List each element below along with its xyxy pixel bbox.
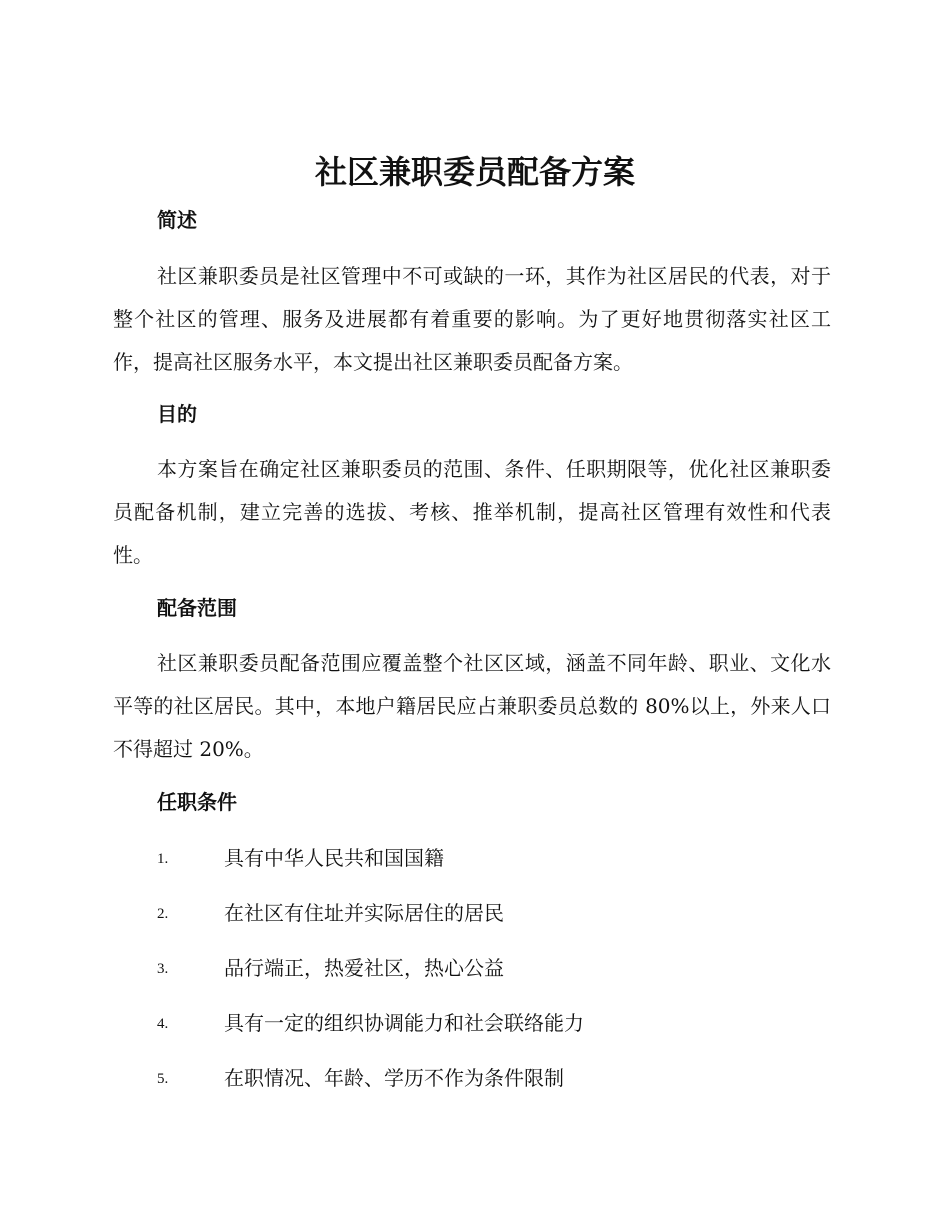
- list-item-text: 在职情况、年龄、学历不作为条件限制: [224, 1066, 564, 1090]
- section-paragraph-scope: 社区兼职委员配备范围应覆盖整个社区区域，涵盖不同年龄、职业、文化水平等的社区居民。其中，本地户籍居民应占兼职委员总数的 80%以上，外来人口不得超过 20%。: [113, 651, 831, 761]
- section-heading-overview: 简述: [157, 208, 197, 232]
- list-item-text: 具有中华人民共和国国籍: [224, 846, 444, 870]
- section-heading-purpose: 目的: [157, 402, 197, 426]
- section-paragraph-purpose: 本方案旨在确定社区兼职委员的范围、条件、任职期限等，优化社区兼职委员配备机制，建立完善的选拔、考核、推举机制，提高社区管理有效性和代表性。: [113, 457, 831, 567]
- list-item-number: 5.: [157, 1071, 169, 1087]
- document-title: 社区兼职委员配备方案: [314, 153, 635, 191]
- section-heading-qualifications: 任职条件: [157, 790, 237, 814]
- list-item-number: 2.: [157, 906, 169, 922]
- list-item-number: 3.: [157, 961, 169, 977]
- list-item-text: 品行端正，热爱社区，热心公益: [224, 956, 504, 980]
- section-paragraph-overview: 社区兼职委员是社区管理中不可或缺的一环，其作为社区居民的代表，对于整个社区的管理、服务及进展都有着重要的影响。为了更好地贯彻落实社区工作，提高社区服务水平，本文提出社区兼职委员配备方案。: [113, 264, 831, 374]
- list-item-number: 4.: [157, 1016, 169, 1032]
- list-item-text: 具有一定的组织协调能力和社会联络能力: [224, 1011, 584, 1035]
- list-item-number: 1.: [157, 851, 169, 867]
- list-item-text: 在社区有住址并实际居住的居民: [224, 901, 504, 925]
- section-heading-scope: 配备范围: [157, 596, 237, 620]
